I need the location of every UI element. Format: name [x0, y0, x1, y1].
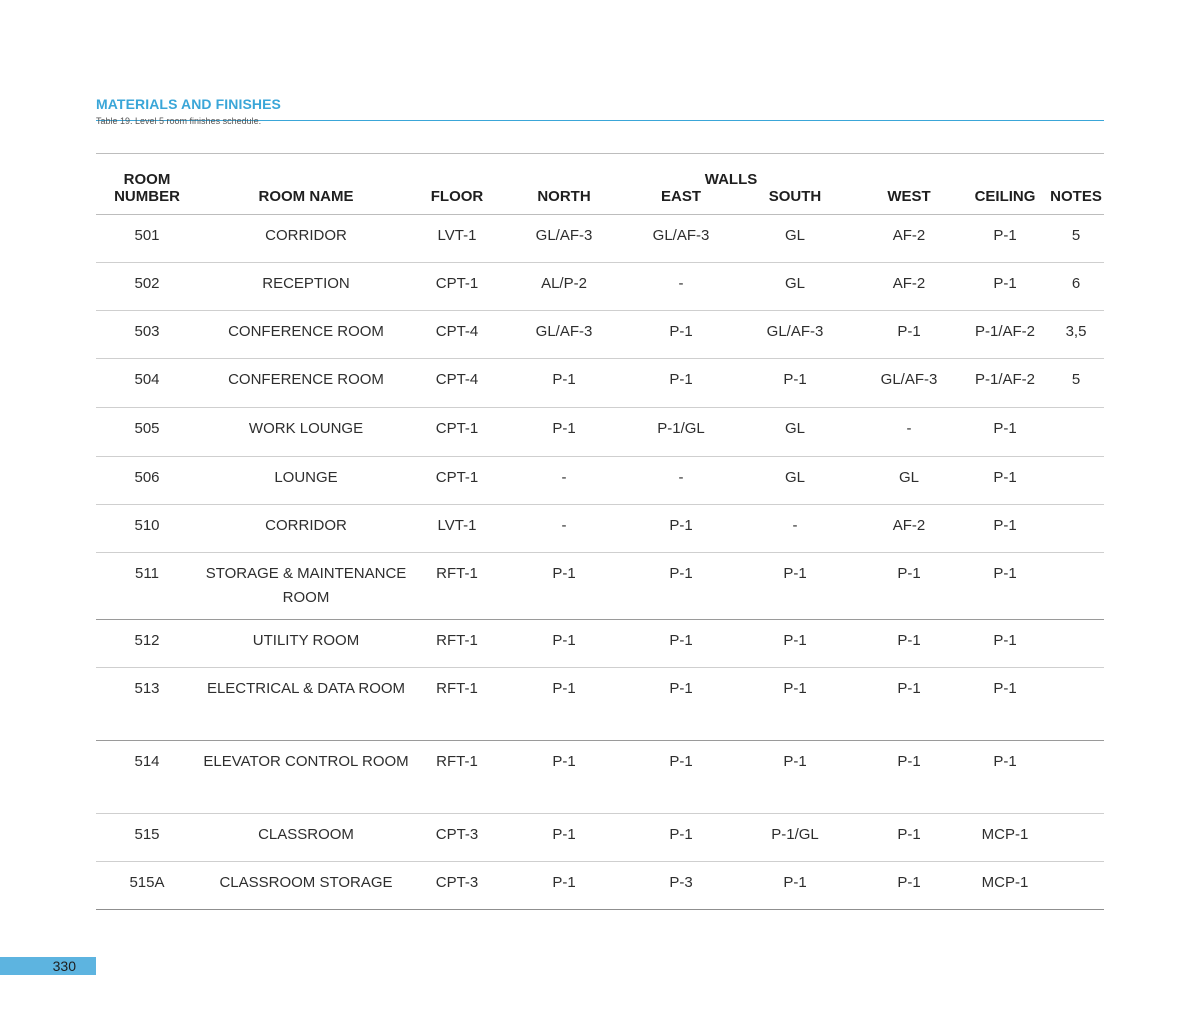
cell-north: P-1 — [500, 408, 628, 457]
cell-floor: CPT-1 — [414, 457, 500, 505]
header-ceiling: CEILING — [962, 188, 1048, 215]
cell-north: P-1 — [500, 620, 628, 668]
cell-room-number: 511 — [96, 553, 198, 620]
cell-west: P-1 — [856, 862, 962, 910]
table-row — [96, 741, 1104, 814]
table-row — [96, 553, 1104, 620]
cell-room-number: 505 — [96, 408, 198, 457]
cell-notes — [1048, 668, 1104, 741]
cell-ceiling: P-1 — [962, 668, 1048, 741]
cell-east: P-1 — [628, 359, 734, 408]
cell-east: P-1 — [628, 553, 734, 620]
cell-room-name: WORK LOUNGE — [198, 408, 414, 457]
cell-south: P-1 — [734, 862, 856, 910]
table-header — [96, 154, 1104, 215]
cell-ceiling: P-1 — [962, 215, 1048, 263]
header-south: SOUTH — [734, 188, 856, 215]
cell-notes: 6 — [1048, 263, 1104, 311]
page-number: 330 — [52, 958, 76, 974]
cell-north: AL/P-2 — [500, 263, 628, 311]
cell-north: P-1 — [500, 814, 628, 862]
cell-ceiling: MCP-1 — [962, 862, 1048, 910]
cell-north: GL/AF-3 — [500, 311, 628, 359]
header-east: EAST — [628, 188, 734, 215]
cell-east: P-1 — [628, 668, 734, 741]
cell-west: P-1 — [856, 741, 962, 814]
cell-south: P-1 — [734, 741, 856, 814]
cell-west: AF-2 — [856, 215, 962, 263]
cell-south: P-1 — [734, 620, 856, 668]
finishes-schedule-table — [96, 153, 1104, 910]
table-row — [96, 263, 1104, 311]
cell-east: P-1 — [628, 505, 734, 553]
cell-room-number: 513 — [96, 668, 198, 741]
cell-ceiling: MCP-1 — [962, 814, 1048, 862]
table-row — [96, 311, 1104, 359]
cell-floor: CPT-4 — [414, 359, 500, 408]
cell-floor: RFT-1 — [414, 741, 500, 814]
cell-room-name: CLASSROOM STORAGE — [198, 862, 414, 910]
cell-east: P-1 — [628, 620, 734, 668]
cell-south: - — [734, 505, 856, 553]
cell-north: - — [500, 505, 628, 553]
table-row — [96, 862, 1104, 910]
cell-room-number: 506 — [96, 457, 198, 505]
table-row — [96, 620, 1104, 668]
cell-notes — [1048, 505, 1104, 553]
cell-room-number: 510 — [96, 505, 198, 553]
cell-room-number: 504 — [96, 359, 198, 408]
cell-floor: RFT-1 — [414, 553, 500, 620]
cell-room-number: 512 — [96, 620, 198, 668]
header-north: NORTH — [500, 188, 628, 215]
cell-north: P-1 — [500, 668, 628, 741]
cell-south: P-1 — [734, 668, 856, 741]
cell-room-number: 503 — [96, 311, 198, 359]
table-row — [96, 408, 1104, 457]
cell-floor: CPT-4 — [414, 311, 500, 359]
cell-ceiling: P-1 — [962, 620, 1048, 668]
cell-west: AF-2 — [856, 263, 962, 311]
table-row — [96, 814, 1104, 862]
cell-floor: LVT-1 — [414, 215, 500, 263]
cell-north: P-1 — [500, 553, 628, 620]
cell-floor: RFT-1 — [414, 668, 500, 741]
cell-ceiling: P-1 — [962, 505, 1048, 553]
cell-east: P-1 — [628, 741, 734, 814]
header-floor: FLOOR — [414, 188, 500, 215]
cell-ceiling: P-1 — [962, 408, 1048, 457]
finishes-table-container — [96, 153, 1104, 910]
cell-notes — [1048, 862, 1104, 910]
table-caption: Table 19. Level 5 room finishes schedule. — [96, 116, 262, 126]
cell-room-number: 515 — [96, 814, 198, 862]
cell-west: GL — [856, 457, 962, 505]
cell-north: P-1 — [500, 359, 628, 408]
header-room-number: NUMBER — [96, 188, 198, 215]
cell-ceiling: P-1 — [962, 457, 1048, 505]
header-room-top: ROOM — [96, 154, 198, 189]
header-walls: WALLS — [500, 154, 962, 189]
cell-east: - — [628, 263, 734, 311]
cell-west: P-1 — [856, 553, 962, 620]
cell-floor: CPT-3 — [414, 814, 500, 862]
cell-notes — [1048, 553, 1104, 620]
cell-north: - — [500, 457, 628, 505]
cell-east: P-1 — [628, 814, 734, 862]
cell-south: GL/AF-3 — [734, 311, 856, 359]
table-row — [96, 668, 1104, 741]
cell-south: GL — [734, 457, 856, 505]
cell-ceiling: P-1/AF-2 — [962, 359, 1048, 408]
cell-south: GL — [734, 263, 856, 311]
cell-room-name: CORRIDOR — [198, 505, 414, 553]
cell-south: GL — [734, 215, 856, 263]
page-number-tab — [0, 957, 96, 975]
table-row — [96, 457, 1104, 505]
cell-notes: 3,5 — [1048, 311, 1104, 359]
cell-room-number: 515A — [96, 862, 198, 910]
cell-south: GL — [734, 408, 856, 457]
cell-floor: CPT-1 — [414, 263, 500, 311]
section-title: MATERIALS AND FINISHES — [96, 96, 281, 112]
cell-room-name: RECEPTION — [198, 263, 414, 311]
cell-west: P-1 — [856, 668, 962, 741]
cell-room-number: 502 — [96, 263, 198, 311]
cell-east: - — [628, 457, 734, 505]
cell-ceiling: P-1/AF-2 — [962, 311, 1048, 359]
cell-west: AF-2 — [856, 505, 962, 553]
cell-south: P-1/GL — [734, 814, 856, 862]
header-notes: NOTES — [1048, 188, 1104, 215]
cell-north: P-1 — [500, 741, 628, 814]
cell-ceiling: P-1 — [962, 741, 1048, 814]
cell-room-name: CLASSROOM — [198, 814, 414, 862]
cell-north: GL/AF-3 — [500, 215, 628, 263]
cell-room-name: ELEVATOR CONTROL ROOM — [198, 741, 414, 814]
cell-east: P-3 — [628, 862, 734, 910]
cell-floor: CPT-1 — [414, 408, 500, 457]
cell-notes — [1048, 408, 1104, 457]
cell-notes — [1048, 741, 1104, 814]
cell-floor: CPT-3 — [414, 862, 500, 910]
cell-east: P-1 — [628, 311, 734, 359]
cell-room-number: 501 — [96, 215, 198, 263]
cell-room-name: CORRIDOR — [198, 215, 414, 263]
cell-east: P-1/GL — [628, 408, 734, 457]
header-room-name: ROOM NAME — [198, 188, 414, 215]
cell-notes — [1048, 814, 1104, 862]
cell-notes — [1048, 457, 1104, 505]
cell-west: P-1 — [856, 311, 962, 359]
table-row — [96, 359, 1104, 408]
cell-south: P-1 — [734, 359, 856, 408]
cell-ceiling: P-1 — [962, 263, 1048, 311]
cell-room-name: UTILITY ROOM — [198, 620, 414, 668]
cell-west: P-1 — [856, 814, 962, 862]
cell-floor: LVT-1 — [414, 505, 500, 553]
cell-west: GL/AF-3 — [856, 359, 962, 408]
cell-room-name: CONFERENCE ROOM — [198, 359, 414, 408]
cell-room-number: 514 — [96, 741, 198, 814]
cell-ceiling: P-1 — [962, 553, 1048, 620]
cell-north: P-1 — [500, 862, 628, 910]
cell-room-name: ELECTRICAL & DATA ROOM — [198, 668, 414, 741]
cell-notes: 5 — [1048, 359, 1104, 408]
cell-notes — [1048, 620, 1104, 668]
cell-room-name: LOUNGE — [198, 457, 414, 505]
cell-south: P-1 — [734, 553, 856, 620]
cell-floor: RFT-1 — [414, 620, 500, 668]
cell-east: GL/AF-3 — [628, 215, 734, 263]
table-row — [96, 215, 1104, 263]
cell-room-name: STORAGE & MAINTENANCE ROOM — [198, 553, 414, 620]
header-west: WEST — [856, 188, 962, 215]
cell-notes: 5 — [1048, 215, 1104, 263]
cell-west: - — [856, 408, 962, 457]
cell-west: P-1 — [856, 620, 962, 668]
table-row — [96, 505, 1104, 553]
table-body — [96, 215, 1104, 910]
cell-room-name: CONFERENCE ROOM — [198, 311, 414, 359]
